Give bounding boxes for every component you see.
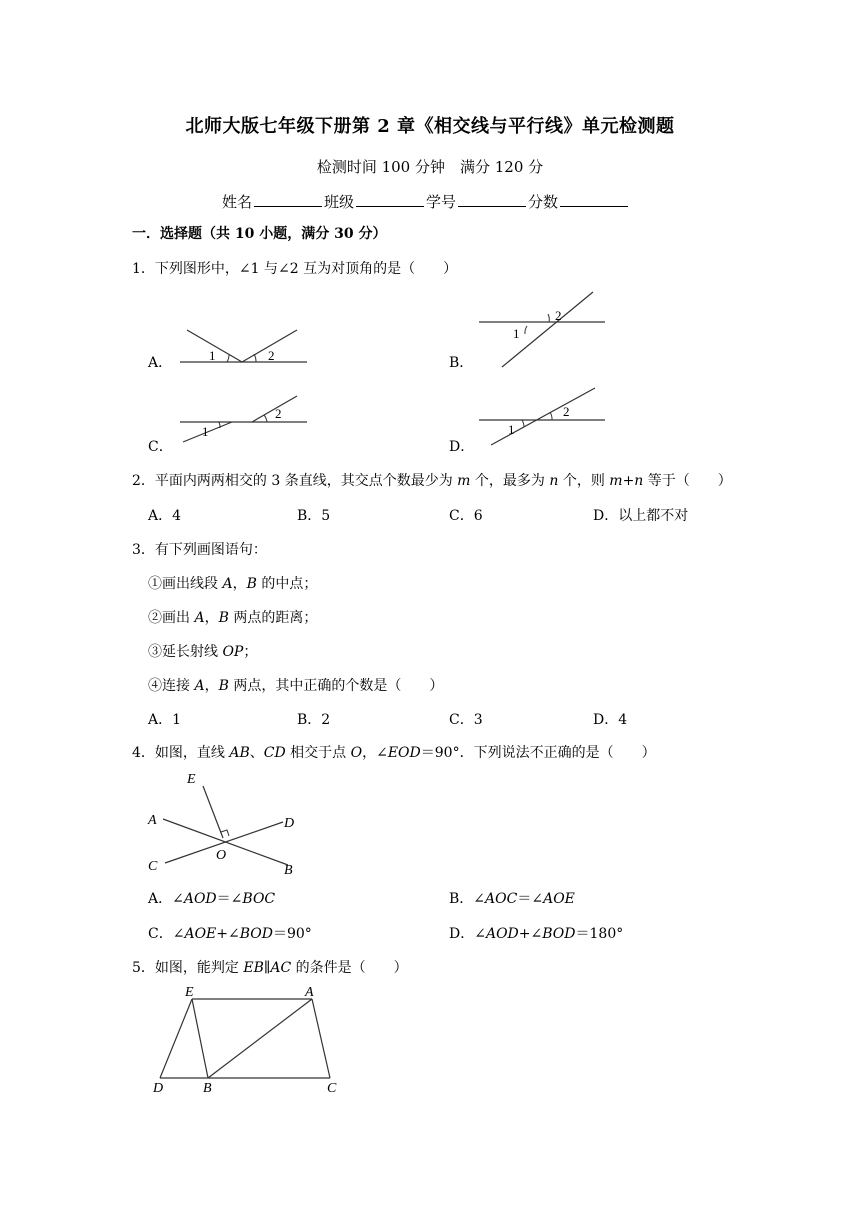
q4c-t1: AOE [184,926,217,942]
q4-label-b: B [284,863,293,878]
score-blank[interactable] [560,192,628,207]
q4-sep: 、 [249,745,264,761]
q5-text-a: 5．如图，能判定 [132,960,244,976]
q4-label-e: E [187,772,196,787]
q2-option-d: D．以上都不对 [593,508,689,524]
student-id-label: 学号 [426,193,457,211]
name-label: 姓名 [222,193,253,211]
q4d-t0: D．∠ [449,926,486,942]
q4c-t2: +∠ [216,926,240,942]
section-heading: 一．选择题（共 10 小题，满分 30 分） [132,226,387,242]
q1-figure-a [175,325,315,370]
q4-label-c: C [148,859,158,874]
q4-option-d [449,927,623,941]
q4a-t2: ＝∠ [216,891,243,907]
q1d-angle-1-label: 1 [508,422,515,437]
q2-option-a: A．4 [148,508,182,524]
q3-s4-b: A [194,678,205,694]
q3-s2-e: 两点的距离； [228,610,318,626]
q1-figure-c [175,390,315,445]
q1-figure-d [475,385,610,447]
q3-s2-c: ， [204,610,219,626]
q2-text-c: 个，则 [558,473,610,489]
q3-option-a: A．1 [148,712,182,728]
q2-text-b: 个，最多为 [470,473,550,489]
q3-s4-e: 两点，其中正确的个数是（ ） [228,678,444,694]
q4b-t1: AOC [485,891,518,907]
q3-s2-a: ②画出 [148,610,195,626]
q4c-t0: C．∠ [148,926,185,942]
q3-s2-b: A [194,610,205,626]
q1d-angle-2-label: 2 [563,404,570,419]
q4-line-cd: CD [263,745,286,761]
q4-figure [143,768,303,880]
q4c-t4: ＝90° [272,926,312,942]
q3-s1-e: 的中点； [256,576,318,592]
q1-option-b-label: B． [449,355,474,371]
q4d-t1: AOD [485,926,519,942]
student-id-blank[interactable] [458,192,526,207]
q5-label-c: C [327,1081,337,1094]
q4b-t3: AOE [543,891,575,907]
q4-text-c: ，∠ [362,745,388,761]
q3-s3-c: ； [243,644,258,660]
q4-point-o: O [350,745,363,761]
question-4-stem [132,746,656,760]
q5-line-eb: EB [243,960,264,976]
q3-s2-d: B [218,610,229,626]
q2-text-a: 2．平面内两两相交的 3 条直线，其交点个数最少为 [132,473,458,489]
exam-meta: 检测时间 100 分钟 满分 120 分 [316,158,544,176]
q5-label-d: D [153,1081,164,1094]
q1a-angle-2-label: 2 [268,348,275,363]
q5-line-ac: AC [270,960,292,976]
question-2-stem [132,474,732,488]
q4-label-a: A [148,813,157,828]
q1c-angle-2-label: 2 [275,406,282,421]
class-blank[interactable] [356,192,424,207]
q4-angle-eod: EOD [387,745,421,761]
q3-statement-1 [148,577,317,591]
q3-statement-3 [148,645,257,659]
q1-figure-b [475,290,610,370]
q2-text-d: 等于（ ） [643,473,732,489]
q4-label-o: O [216,848,227,863]
question-5-stem [132,961,408,975]
q3-statement-4 [148,679,443,693]
q3-s3-a: ③延长射线 [148,644,223,660]
q4a-t0: A．∠ [148,891,184,907]
q3-s4-d: B [218,678,229,694]
q2-var-m: m [457,473,471,489]
question-3-stem: 3．有下列画图语句： [132,542,267,558]
q4b-t0: B．∠ [449,891,486,907]
q3-option-d: D．4 [593,712,628,728]
q5-parallel-sign: ∥ [263,960,271,976]
q4d-t4: ＝180° [575,926,624,942]
q3-s3-b: OP [222,644,244,660]
q3-s4-c: ， [204,678,219,694]
q4b-t2: ＝∠ [517,891,544,907]
q3-s1-d: B [246,576,257,592]
q4-option-b [449,892,575,906]
q4-text-b: 相交于点 [285,745,351,761]
q4-option-c [148,927,312,941]
q4a-t1: AOD [183,891,217,907]
q4a-t3: BOC [242,891,276,907]
q5-label-e: E [185,985,194,1000]
student-info-line [222,192,630,210]
q4c-t3: BOD [239,926,273,942]
page-title: 北师大版七年级下册第 2 章《相交线与平行线》单元检测题 [185,116,675,137]
q1b-angle-1-label: 1 [513,326,520,341]
q3-s4-a: ④连接 [148,678,195,694]
q2-option-b: B．5 [297,508,331,524]
q5-label-b: B [203,1081,212,1094]
q3-option-b: B．2 [297,712,331,728]
q4d-t3: BOD [542,926,576,942]
q4-text-d: ＝90°．下列说法不正确的是（ ） [420,745,656,761]
score-label: 分数 [528,193,559,211]
q1-option-d-label: D． [449,439,475,455]
q3-s1-a: ①画出线段 [148,576,223,592]
q1-option-a-label: A． [148,355,173,371]
q2-var-n: n [549,473,559,489]
q4d-t2: +∠ [518,926,543,942]
q4-option-a [148,892,275,906]
q5-text-b: 的条件是（ ） [291,960,408,976]
q3-option-c: C．3 [449,712,483,728]
q4-label-d: D [284,816,295,831]
q5-label-a: A [305,985,314,1000]
q1a-angle-1-label: 1 [209,348,216,363]
question-1-stem: 1．下列图形中，∠1 与∠2 互为对顶角的是（ ） [132,261,458,277]
q5-figure [150,982,350,1094]
q1-option-c-label: C． [148,439,173,455]
q4-text-a: 4．如图，直线 [132,745,230,761]
q4-line-ab: AB [229,745,250,761]
name-blank[interactable] [254,192,322,207]
q2-var-mn: m+n [609,473,644,489]
q1b-angle-2-label: 2 [555,308,562,323]
q3-statement-2 [148,611,317,625]
q3-s1-b: A [222,576,233,592]
class-label: 班级 [324,193,355,211]
q2-option-c: C．6 [449,508,483,524]
q3-s1-c: ， [232,576,247,592]
q1c-angle-1-label: 1 [202,424,209,439]
